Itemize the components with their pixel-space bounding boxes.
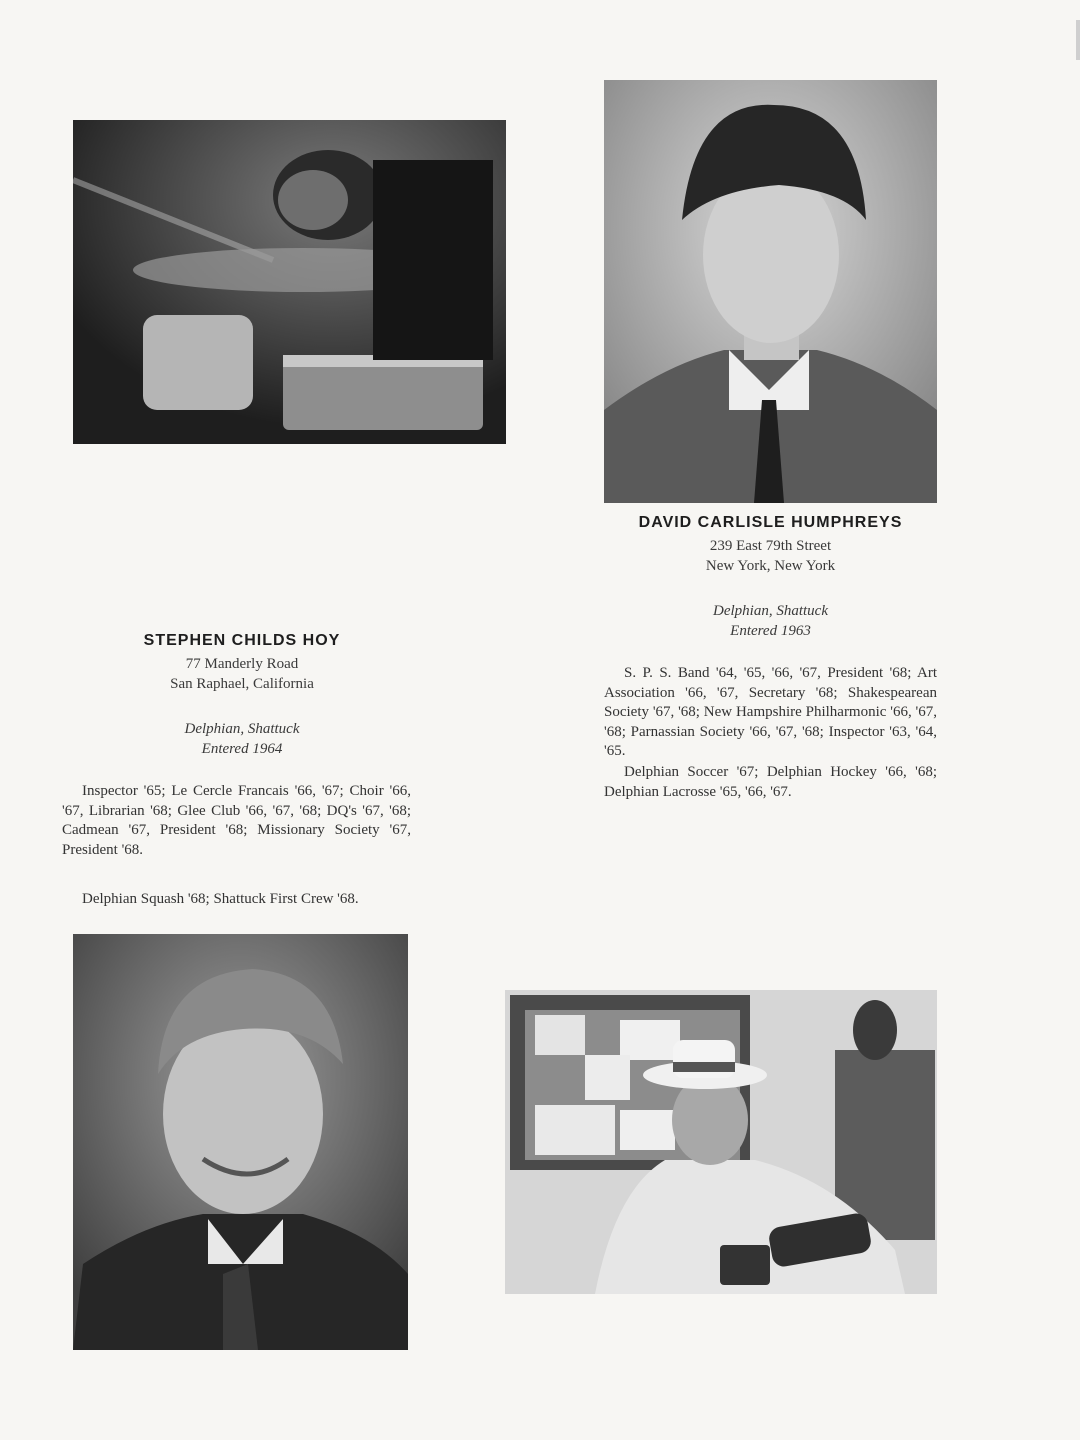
left-entered: Entered 1964 xyxy=(201,741,283,757)
left-address-line2: San Raphael, California xyxy=(170,676,314,692)
candid-photo xyxy=(505,990,937,1294)
portrait-photo xyxy=(604,80,937,503)
drummer-photo xyxy=(73,120,506,444)
portrait-photo xyxy=(73,934,408,1350)
left-sports: Delphian Squash '68; Shattuck First Crew '68. xyxy=(82,891,359,907)
left-address-line1: 77 Manderly Road xyxy=(185,656,299,672)
right-address-line2: New York, New York xyxy=(705,558,836,574)
right-activities: S. P. S. Band '64, '65, '66, '67, President '68; Art Association '66, '67, Secretary '68; Shakespearean Society '67, '68; New Hampshire Philharmonic '66, '67, '68; Parnassian Society '66, '67, '68; Inspector '63, '64, '65. xyxy=(604,665,937,759)
right-sports: Delphian Soccer '67; Delphian Hockey '66, '68; Delphian Lacrosse '65, '66, '67. xyxy=(604,764,937,800)
left-house: Delphian, Shattuck xyxy=(184,721,300,737)
right-entered: Entered 1963 xyxy=(730,623,811,639)
left-student-name: STEPHEN CHILDS HOY xyxy=(143,632,341,649)
right-address-line1: 239 East 79th Street xyxy=(709,538,832,554)
right-student-name: DAVID CARLISLE HUMPHREYS xyxy=(638,514,903,531)
right-house: Delphian, Shattuck xyxy=(713,603,828,619)
left-activities: Inspector '65; Le Cercle Francais '66, '67; Choir '66, '67, Librarian '68; Glee Club '66, '67, '68; DQ's '67, '68; Cadmean '67, President '68; Missionary Society '67, President '68. xyxy=(62,783,411,858)
page-edge xyxy=(1076,20,1080,60)
